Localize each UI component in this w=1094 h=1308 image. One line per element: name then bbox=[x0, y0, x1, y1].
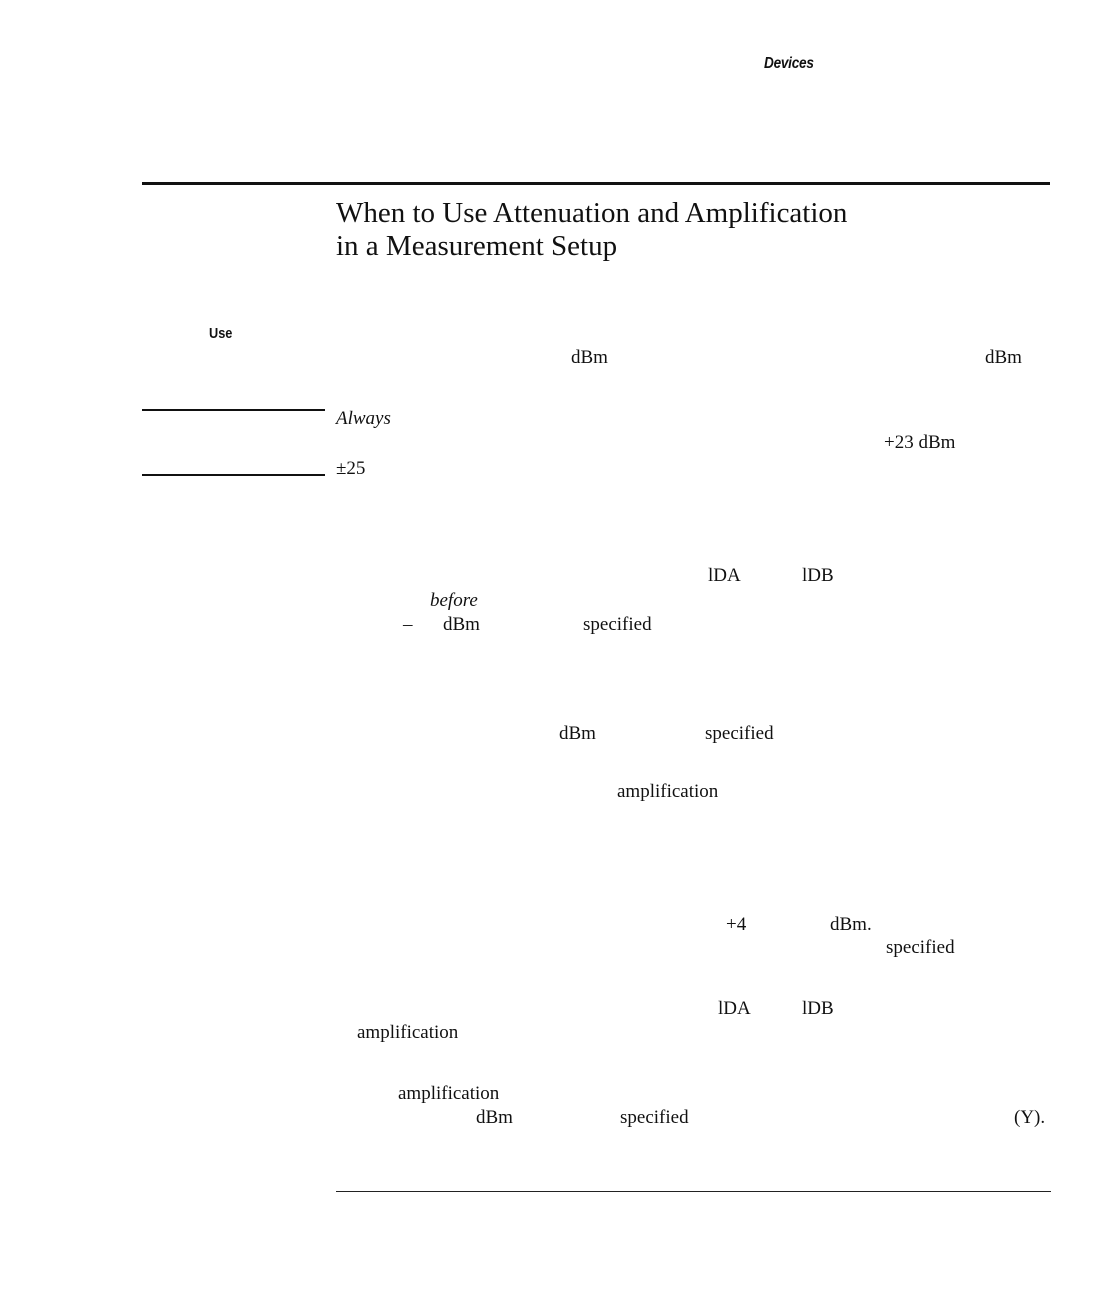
text-fragment: dBm bbox=[443, 614, 480, 635]
text-fragment: specified bbox=[886, 937, 955, 958]
text-fragment: amplification bbox=[357, 1022, 459, 1043]
text-fragment: dBm bbox=[559, 723, 596, 744]
top-rule bbox=[142, 182, 1050, 185]
text-fragment: lDB bbox=[802, 998, 834, 1019]
text-fragment: dBm. bbox=[830, 914, 872, 935]
sidebar-label: Use bbox=[209, 325, 233, 342]
text-fragment: ±25 bbox=[336, 458, 366, 479]
caution-rule-bottom bbox=[142, 474, 325, 476]
text-fragment: amplification bbox=[398, 1083, 500, 1104]
text-fragment: dBm bbox=[571, 347, 608, 368]
text-fragment: +4 bbox=[726, 914, 747, 935]
text-fragment: specified bbox=[620, 1107, 689, 1128]
title-line-2: in a Measurement Setup bbox=[336, 230, 618, 262]
text-fragment: lDA bbox=[708, 565, 741, 586]
caution-rule-top bbox=[142, 409, 325, 411]
header-section-label: Devices bbox=[764, 55, 814, 72]
text-fragment: dBm bbox=[476, 1107, 513, 1128]
text-fragment: – bbox=[403, 614, 413, 635]
bottom-rule bbox=[336, 1191, 1051, 1192]
text-fragment: Always bbox=[336, 408, 391, 429]
text-fragment: (Y). bbox=[1014, 1107, 1046, 1128]
text-fragment: before bbox=[430, 590, 478, 611]
text-fragment: lDB bbox=[802, 565, 834, 586]
text-fragment: specified bbox=[583, 614, 652, 635]
title-line-1: When to Use Attenuation and Amplification bbox=[336, 197, 848, 229]
text-fragment: dBm bbox=[985, 347, 1022, 368]
page-title bbox=[336, 197, 1016, 263]
text-fragment: lDA bbox=[718, 998, 751, 1019]
text-fragment: specified bbox=[705, 723, 774, 744]
text-fragment: +23 dBm bbox=[884, 432, 956, 453]
text-fragment: amplification bbox=[617, 781, 719, 802]
